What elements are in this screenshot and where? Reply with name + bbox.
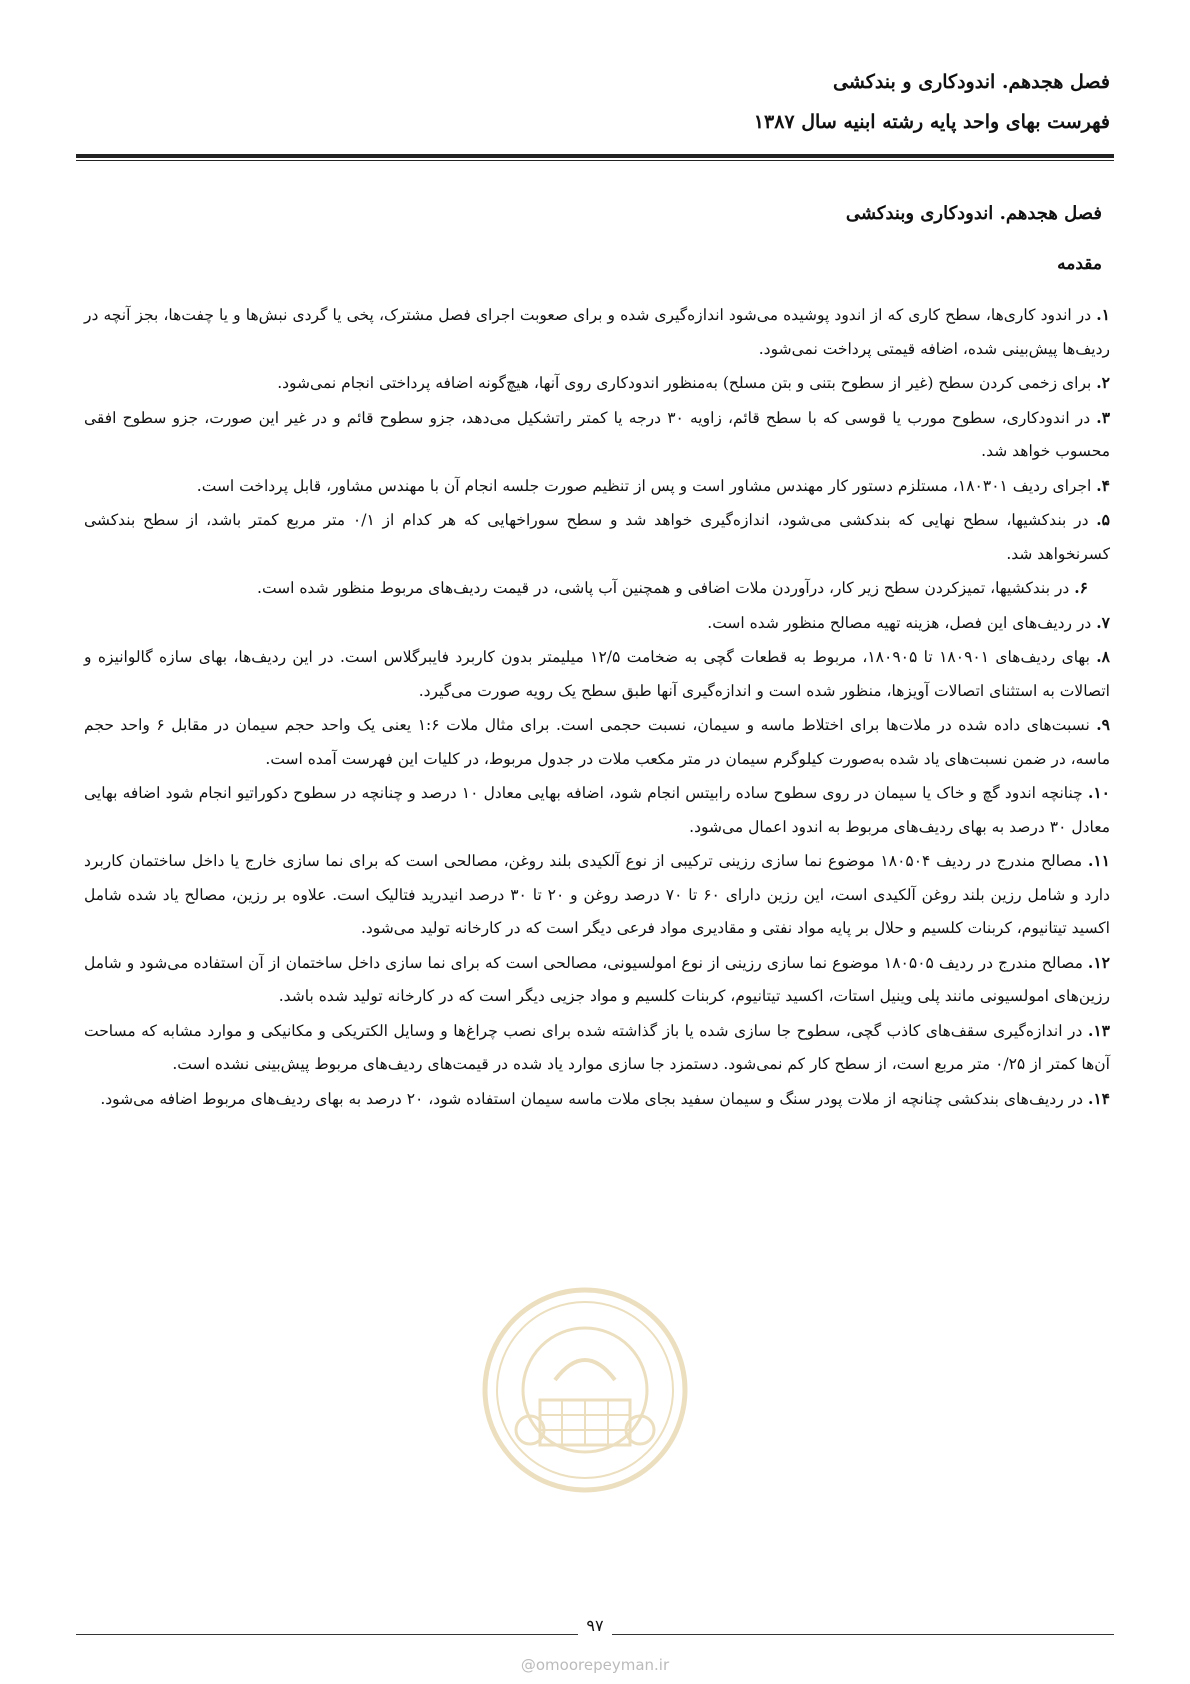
watermark-seal-icon bbox=[480, 1280, 690, 1500]
paragraph-number: ۲. bbox=[1096, 373, 1110, 392]
paragraph-text: بهای ردیف‌های ۱۸۰۹۰۱ تا ۱۸۰۹۰۵، مربوط به قطعات گچی به ضخامت ۱۲/۵ میلیمتر بدون کاربرد فایبرگلاس است. در این ردیف‌ها، بهای سازه گالوانیزه و اتصالات به استثنای اتصالات آویزها، منظور شده است و اندازه‌گیری آنها طبق سطح یک رویه صورت می‌گیرد. bbox=[84, 648, 1110, 700]
paragraph-text: در بندکشیها، تمیزکردن سطح زیر کار، درآوردن ملات اضافی و همچنین آب پاشی، در قیمت ردیف‌های مربوط منظور شده است. bbox=[257, 579, 1075, 597]
paragraph-number: ۹. bbox=[1096, 715, 1110, 734]
paragraph-text: نسبت‌های داده شده در ملات‌ها برای اختلاط ماسه و سیمان، نسبت حجمی است. برای مثال ملات ۱:۶ یعنی یک واحد حجم سیمان در مقابل ۶ واحد حجم ماسه، در ضمن نسبت‌های یاد شده به‌صورت کیلوگرم سیمان در متر مکعب ملات در جدول مربوط، در کلیات این فهرست آمده است. bbox=[84, 716, 1110, 768]
paragraph-7 bbox=[84, 606, 1110, 641]
paragraph-text: چنانچه اندود گچ و خاک یا سیمان در روی سطوح ساده رابیتس انجام شود، اضافه بهایی معادل ۱۰ درصد و چنانچه در سطوح دکوراتیو انجام شود اضافه بهایی معادل ۳۰ درصد به بهای ردیف‌های مربوط به اندود اعمال می‌شود. bbox=[84, 784, 1110, 836]
chapter-heading: فصل هجدهم. اندودکاری وبندکشی bbox=[845, 203, 1102, 224]
paragraph-number: ۶. bbox=[1074, 578, 1088, 597]
paragraph-number: ۱۲. bbox=[1087, 952, 1110, 972]
paragraph-number: ۷. bbox=[1096, 612, 1110, 632]
website-watermark-text: @omoorepeyman.ir bbox=[520, 1656, 670, 1674]
header-divider-thin bbox=[76, 160, 1114, 161]
paragraph-1 bbox=[84, 298, 1110, 366]
paragraph-text: در اندودکاری، سطوح مورب یا قوسی که با سطح قائم، زاویه ۳۰ درجه یا کمتر راتشکیل می‌دهد، جزو سطوح قائم و در غیر این صورت، جزو سطوح افقی محسوب خواهد شد. bbox=[84, 408, 1110, 460]
header-book-title: فهرست بهای واحد پایه رشته ابنیه سال ۱۳۸۷ bbox=[753, 111, 1110, 133]
paragraph-text: در ردیف‌های بندکشی چنانچه از ملات پودر سنگ و سیمان سفید بجای ملات ماسه سیمان استفاده شود، ۲۰ درصد به بهای ردیف‌های مربوط اضافه می‌شود. bbox=[100, 1089, 1088, 1108]
paragraph-6 bbox=[84, 571, 1110, 606]
paragraph-9 bbox=[84, 708, 1110, 776]
paragraph-number: ۱۳. bbox=[1087, 1020, 1110, 1040]
paragraph-8 bbox=[84, 640, 1110, 708]
page-number bbox=[0, 1616, 1190, 1635]
paragraph-number: ۱۴. bbox=[1087, 1088, 1110, 1108]
paragraph-text: در اندود کاری‌ها، سطح کاری که از اندود پوشیده می‌شود اندازه‌گیری شده و برای صعوبت اجرای فصل مشترک، پخی یا گردی نبش‌ها و یا چفت‌ها، بجز آنچه در ردیف‌ها پیش‌بینی شده، اضافه قیمتی پرداخت نمی‌شود. bbox=[84, 306, 1110, 358]
paragraph-12 bbox=[84, 946, 1110, 1014]
paragraph-number: ۵. bbox=[1096, 510, 1110, 529]
paragraph-13 bbox=[84, 1014, 1110, 1082]
paragraph-text: در ردیف‌های این فصل، هزینه تهیه مصالح منظور شده است. bbox=[707, 613, 1097, 632]
paragraph-3 bbox=[84, 401, 1110, 469]
paragraph-11 bbox=[84, 844, 1110, 946]
paragraph-number: ۸. bbox=[1096, 647, 1110, 666]
paragraph-2 bbox=[84, 366, 1110, 401]
paragraph-number: ۴. bbox=[1096, 475, 1110, 495]
paragraph-number: ۱۱. bbox=[1087, 851, 1110, 870]
paragraph-4 bbox=[84, 469, 1110, 504]
paragraph-number: ۱. bbox=[1096, 305, 1110, 324]
paragraph-text: در بندکشیها، سطح نهایی که بندکشی می‌شود، اندازه‌گیری خواهد شد و سطح سوراخهایی که هر کدام از ۰/۱ متر مربع کمتر باشد، از سطح بندکشی کسرنخواهد شد. bbox=[84, 511, 1110, 563]
paragraph-14 bbox=[84, 1082, 1110, 1117]
section-heading-introduction: مقدمه bbox=[1057, 254, 1102, 274]
header-divider-thick bbox=[76, 154, 1114, 158]
paragraph-text: برای زخمی کردن سطح (غیر از سطوح بتنی و بتن مسلح) به‌منظور اندودکاری روی آنها، هیچ‌گونه اضافه پرداختی انجام نمی‌شود. bbox=[277, 374, 1097, 392]
main-content bbox=[84, 200, 1110, 1116]
paragraph-text: مصالح مندرج در ردیف ۱۸۰۵۰۴ موضوع نما سازی رزینی ترکیبی از نوع آلکیدی بلند روغن، مصالحی است که برای نما سازی خارج یا داخل ساختمان کاربرد دارد و شامل رزین بلند روغن آلکیدی است، این رزین دارای ۶۰ تا ۷۰ درصد روغن و ۲۰ تا ۳۰ درصد انیدرید فتالیک است. علاوه بر رزین، مصالح یاد شده شامل اکسید تیتانیوم، کربنات کلسیم و حلال بر پایه مواد نفتی و مقادیری مواد فرعی دیگر است که در کارخانه تولید می‌شود. bbox=[84, 852, 1111, 937]
paragraph-10 bbox=[84, 776, 1110, 844]
header-chapter-title: فصل هجدهم. اندودکاری و بندکشی bbox=[832, 71, 1110, 93]
paragraph-number: ۳. bbox=[1096, 407, 1111, 427]
running-header bbox=[80, 62, 1110, 142]
page-number-text: ۹۷ bbox=[578, 1616, 611, 1635]
paragraph-text: مصالح مندرج در ردیف ۱۸۰۵۰۵ موضوع نما سازی رزینی از نوع امولسیونی، مصالحی است که برای نما سازی داخل ساختمان از آن استفاده می‌شود و شامل رزین‌های امولسیونی مانند پلی وینیل استات، اکسید تیتانیوم، کربنات کلسیم و مواد جزیی دیگر است که در کارخانه تولید شده باشد. bbox=[84, 953, 1110, 1005]
paragraph-text: در اندازه‌گیری سقف‌های کاذب گچی، سطوح جا سازی شده یا باز گذاشته شده برای نصب چراغ‌ها و وسایل الکتریکی و مکانیکی و موارد مشابه که مساحت آن‌ها کمتر از ۰/۲۵ متر مربع است، از سطح کار کم نمی‌شود. دستمزد جا سازی موارد یاد شده در قیمت‌های ردیف‌های مربوط پیش‌بینی نشده است. bbox=[84, 1021, 1110, 1073]
paragraph-text: اجرای ردیف ۱۸۰۳۰۱، مستلزم دستور کار مهندس مشاور است و پس از تنظیم صورت جلسه انجام آن با مهندس مشاور، قابل پرداخت است. bbox=[196, 476, 1097, 495]
paragraph-5 bbox=[84, 503, 1110, 571]
paragraph-number: ۱۰. bbox=[1087, 783, 1110, 802]
